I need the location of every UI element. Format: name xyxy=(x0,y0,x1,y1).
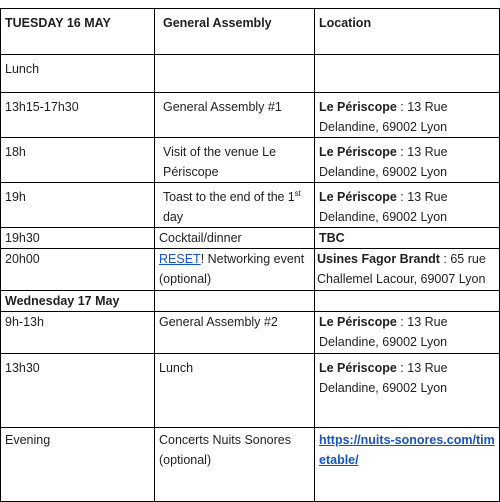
location-cell xyxy=(315,291,500,312)
event-cell: Visit of the venue Le Périscope xyxy=(155,138,315,183)
header-event: General Assembly xyxy=(155,9,315,55)
event-cell: Concerts Nuits Sonores (optional) xyxy=(155,428,315,502)
location-address: : 13 Rue Delandine, 69002 Lyon xyxy=(319,100,448,134)
location-venue: Le Périscope xyxy=(319,100,397,114)
table-header-row xyxy=(1,9,500,55)
time-cell: 13h30 xyxy=(1,354,155,428)
nuits-sonores-link[interactable]: https://nuits-sonores.com/timetable/ xyxy=(319,433,495,467)
location-cell xyxy=(315,354,500,428)
table-row xyxy=(1,354,500,428)
location-address: : 13 Rue Delandine, 69002 Lyon xyxy=(319,315,448,349)
time-cell: 19h30 xyxy=(1,228,155,249)
location-cell xyxy=(315,249,500,291)
time-cell: Evening xyxy=(1,428,155,502)
table-row xyxy=(1,312,500,354)
day-header: Wednesday 17 May xyxy=(1,291,155,312)
event-text: ! Networking event (optional) xyxy=(159,252,305,286)
location-cell xyxy=(315,183,500,228)
location-venue: Le Périscope xyxy=(319,190,397,204)
table-row xyxy=(1,55,500,93)
header-location: Location xyxy=(315,9,500,55)
time-cell: 18h xyxy=(1,138,155,183)
table-row xyxy=(1,93,500,138)
event-cell xyxy=(155,183,315,228)
location-venue: Le Périscope xyxy=(319,315,397,329)
event-superscript: st xyxy=(294,188,301,198)
location-venue: Le Périscope xyxy=(319,361,397,375)
table-row xyxy=(1,183,500,228)
event-cell xyxy=(155,291,315,312)
location-venue: TBC xyxy=(319,231,345,245)
time-cell: 13h15-17h30 xyxy=(1,93,155,138)
location-cell xyxy=(315,55,500,93)
location-cell xyxy=(315,93,500,138)
location-address: : 65 rue Challemel Lacour, 69007 Lyon xyxy=(317,252,486,286)
event-text: Toast to the end of the 1 xyxy=(163,190,295,204)
location-address: : 13 Rue Delandine, 69002 Lyon xyxy=(319,145,448,179)
location-cell xyxy=(315,312,500,354)
event-cell: General Assembly #2 xyxy=(155,312,315,354)
event-cell: General Assembly #1 xyxy=(155,93,315,138)
table-row xyxy=(1,138,500,183)
event-cell: Lunch xyxy=(155,354,315,428)
location-venue: Usines Fagor Brandt xyxy=(317,252,440,266)
time-cell: 19h xyxy=(1,183,155,228)
location-address: : 13 Rue Delandine, 69002 Lyon xyxy=(319,190,448,224)
header-day: TUESDAY 16 MAY xyxy=(1,9,155,55)
table-row xyxy=(1,428,500,502)
time-cell: Lunch xyxy=(1,55,155,93)
reset-link[interactable]: RESET xyxy=(159,252,201,266)
day-header-row xyxy=(1,291,500,312)
time-cell: 20h00 xyxy=(1,249,155,291)
location-cell xyxy=(315,138,500,183)
schedule-table xyxy=(0,8,500,502)
event-cell: Cocktail/dinner xyxy=(155,228,315,249)
event-text-end: day xyxy=(163,210,183,224)
event-cell xyxy=(155,249,315,291)
time-cell: 9h-13h xyxy=(1,312,155,354)
table-row xyxy=(1,249,500,291)
location-venue: Le Périscope xyxy=(319,145,397,159)
table-row xyxy=(1,228,500,249)
event-cell xyxy=(155,55,315,93)
location-cell xyxy=(315,428,500,502)
location-cell xyxy=(315,228,500,249)
location-address: : 13 Rue Delandine, 69002 Lyon xyxy=(319,361,448,395)
